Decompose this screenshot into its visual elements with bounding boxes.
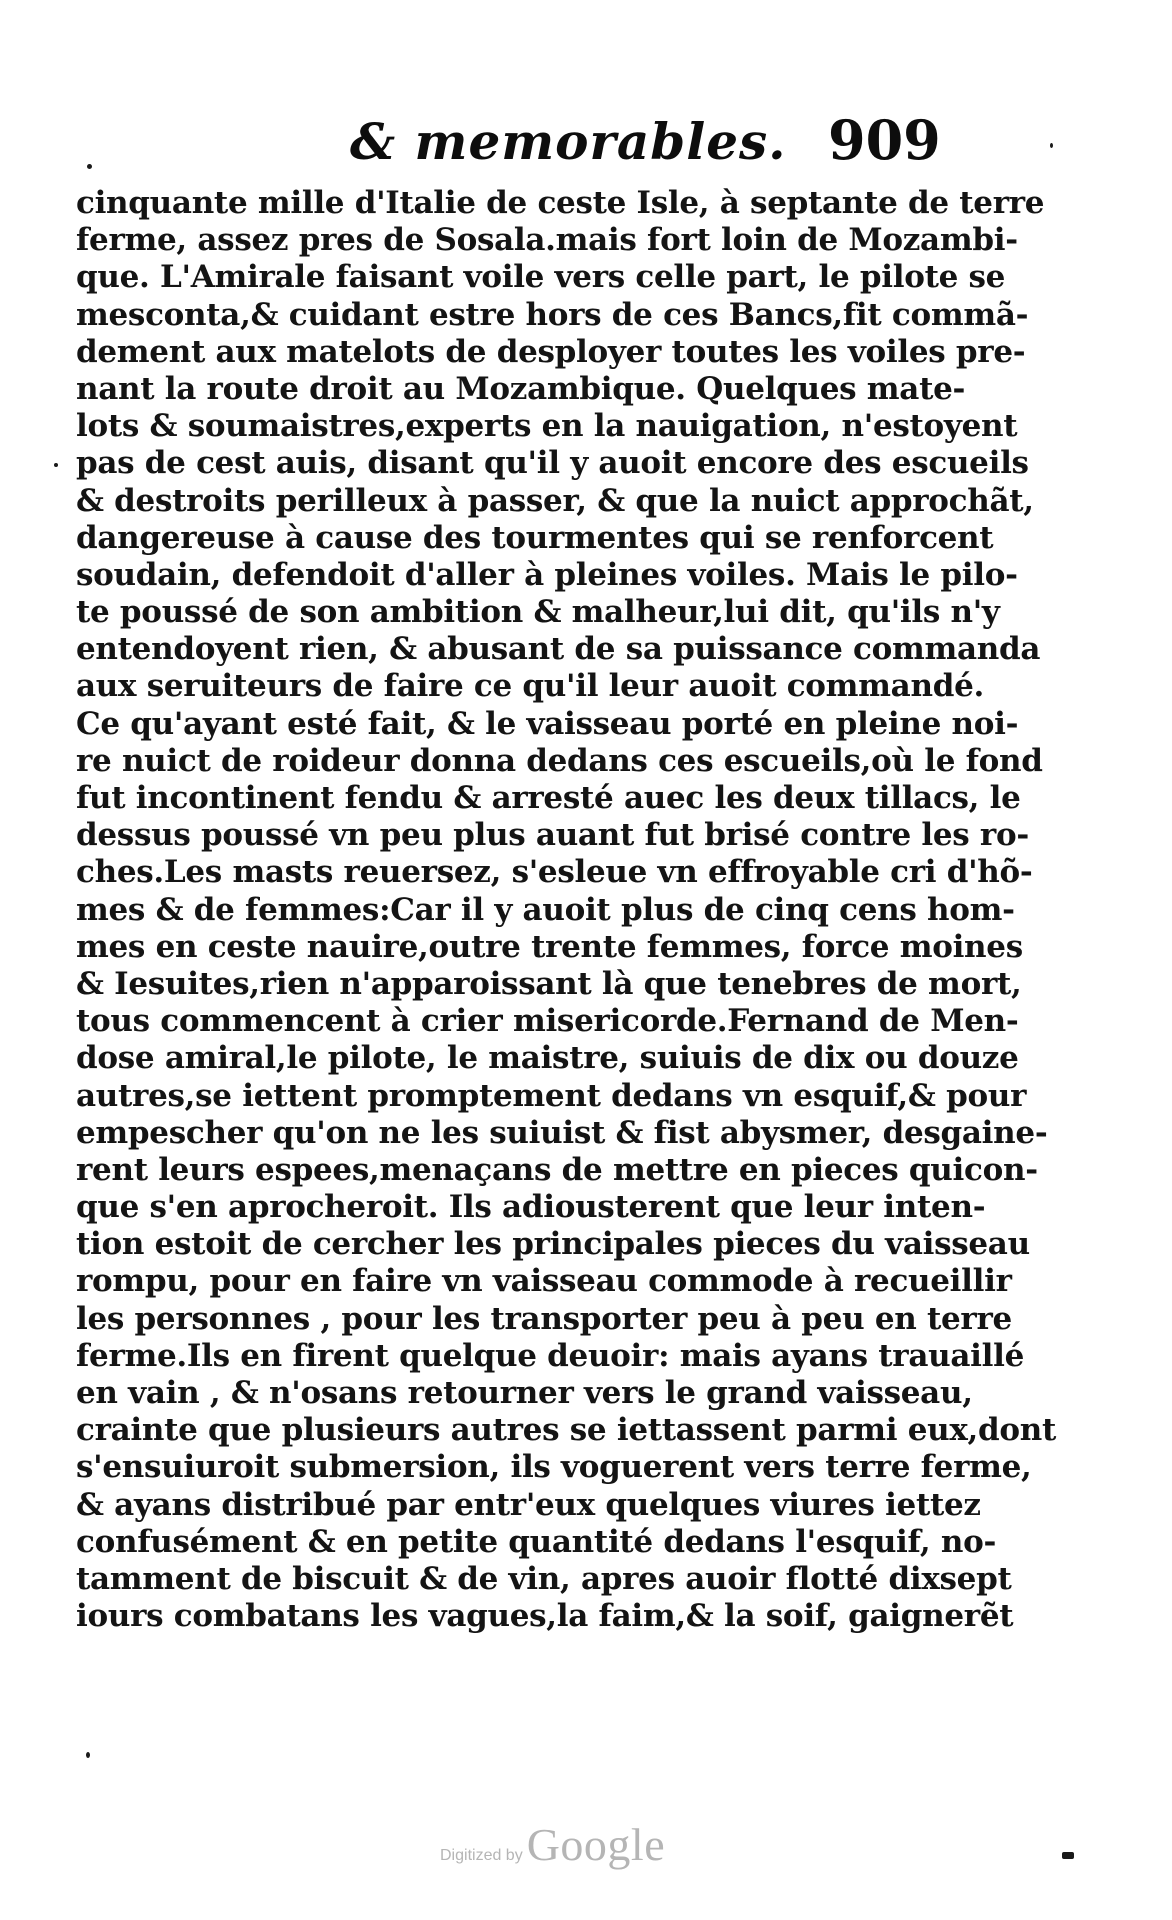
text-line: crainte que plusieurs autres se iettassent parmi eux,dont (76, 1412, 1057, 1449)
text-line: dangereuse à cause des tourmentes qui se renforcent (76, 519, 994, 556)
text-line: autres,se iettent promptement dedans vn esquif,& pour (76, 1077, 1027, 1114)
text-line: soudain, defendoit d'aller à pleines voiles. Mais le pilo- (76, 556, 1018, 593)
text-line: ferme.Ils en firent quelque deuoir: mais ayans trauaillé (76, 1337, 1024, 1374)
text-line: confusément & en petite quantité dedans l'esquif, no- (76, 1523, 997, 1560)
text-line: s'ensuiuroit submersion, ils voguerent vers terre ferme, (76, 1449, 1032, 1486)
text-line: empescher qu'on ne les suiuist & fist abysmer, desgaine- (76, 1114, 1048, 1151)
watermark-prefix: Digitized by (440, 1847, 523, 1864)
text-line: re nuict de roideur donna dedans ces escueils,où le fond (76, 742, 1043, 779)
text-line: & destroits perilleux à passer, & que la nuict approchãt, (76, 482, 1034, 519)
ink-speck (1050, 143, 1053, 148)
text-line: nant la route droit au Mozambique. Quelques mate- (76, 370, 966, 407)
text-line: tion estoit de cercher les principales pieces du vaisseau (76, 1226, 1030, 1263)
text-line: dose amiral,le pilote, le maistre, suiuis de dix ou douze (76, 1040, 1019, 1077)
digitized-watermark (440, 1818, 665, 1871)
text-line: dement aux matelots de desployer toutes les voiles pre- (76, 333, 1026, 370)
ink-speck (87, 164, 92, 169)
text-line: & Iesuites,rien n'apparoissant là que tenebres de mort, (76, 965, 1022, 1002)
text-line: Ce qu'ayant esté fait, & le vaisseau porté en pleine noi- (76, 705, 1019, 742)
text-line: rent leurs espees,menaçans de mettre en pieces quicon- (76, 1151, 1038, 1188)
body-text (76, 185, 1057, 1635)
text-line: que s'en aprocheroit. Ils adiousterent que leur inten- (76, 1189, 986, 1226)
running-head: & memorables. (350, 112, 787, 171)
text-line: dessus poussé vn peu plus auant fut brisé contre les ro- (76, 817, 1029, 854)
text-line: ferme, assez pres de Sosala.mais fort loin de Mozambi- (76, 222, 1018, 259)
text-line: te poussé de son ambition & malheur,lui dit, qu'ils n'y (76, 594, 1000, 631)
text-line: mes en ceste nauire,outre trente femmes, force moines (76, 928, 1023, 965)
text-line: & ayans distribué par entr'eux quelques viures iettez (76, 1486, 981, 1523)
text-line: cinquante mille d'Italie de ceste Isle, à septante de terre (76, 185, 1045, 221)
text-line: rompu, pour en faire vn vaisseau commode à recueillir (76, 1263, 1012, 1300)
text-line: ches.Les masts reuersez, s'esleue vn effroyable cri d'hõ- (76, 854, 1033, 891)
text-line: pas de cest auis, disant qu'il y auoit encore des escueils (76, 445, 1029, 482)
text-line: que. L'Amirale faisant voile vers celle part, le pilote se (76, 259, 1006, 296)
text-line: mes & de femmes:Car il y auoit plus de cinq cens hom- (76, 891, 1015, 928)
text-line: en vain , & n'osans retourner vers le grand vaisseau, (76, 1375, 973, 1411)
text-line: tous commencent à crier misericorde.Fernand de Men- (76, 1003, 1019, 1040)
ink-speck (1062, 1852, 1074, 1859)
watermark-brand: Google (526, 1819, 666, 1870)
text-line: entendoyent rien, & abusant de sa puissance commanda (76, 631, 1041, 668)
ink-speck (54, 463, 58, 467)
text-line: les personnes , pour les transporter peu à peu en terre (76, 1300, 1012, 1337)
text-line: mesconta,& cuidant estre hors de ces Bancs,fit commã- (76, 296, 1029, 333)
text-line: fut incontinent fendu & arresté auec les deux tillacs, le (76, 780, 1021, 816)
page-number: 909 (828, 108, 941, 172)
text-line: tamment de biscuit & de vin, apres auoir flotté dixsept (76, 1560, 1012, 1597)
text-line: aux seruiteurs de faire ce qu'il leur auoit commandé. (76, 668, 984, 705)
text-line: lots & soumaistres,experts en la nauigation, n'estoyent (76, 408, 1018, 445)
text-line: iours combatans les vagues,la faim,& la soif, gaignerẽt (76, 1598, 1014, 1635)
ink-speck (86, 1752, 90, 1758)
